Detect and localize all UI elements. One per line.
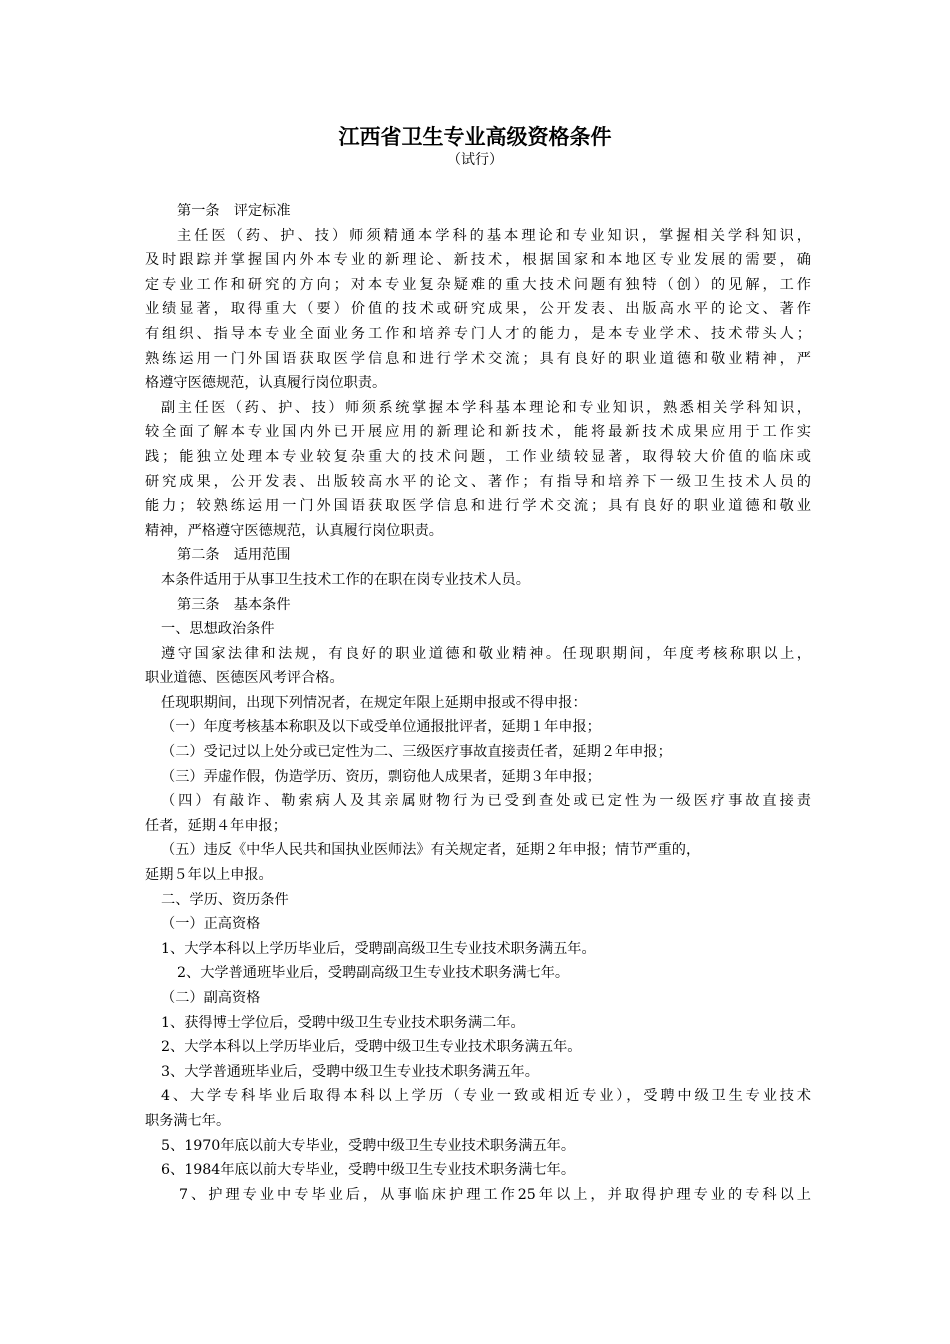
paragraph-line: 副主任医（药、护、技）师须系统掌握本学科基本理论和专业知识，熟悉相关学科知识， <box>161 399 811 416</box>
list-item: 4、大学专科毕业后取得本科以上学历（专业一致或相近专业），受聘中级卫生专业技术 <box>161 1088 811 1105</box>
list-item: 2、大学本科以上学历毕业后，受聘中级卫生专业技术职务满五年。 <box>161 1039 582 1056</box>
paragraph-line: 有组织、指导本专业全面业务工作和培养专门人才的能力，是本专业学术、技术带头人； <box>145 325 811 342</box>
paragraph-line: 及时跟踪并掌握国内外本专业的新理论、新技术，根据国家和本地区专业发展的需要，确 <box>145 252 811 269</box>
list-item-continuation: 职务满七年。 <box>145 1112 231 1129</box>
list-item: （一）年度考核基本称职及以下或受单位通报批评者，延期１年申报； <box>161 719 601 736</box>
list-item: 7、护理专业中专毕业后，从事临床护理工作25年以上，并取得护理专业的专科以上 <box>179 1186 811 1203</box>
paragraph-line: 较全面了解本专业国内外已开展应用的新理论和新技术，能将最新技术成果应用于工作实 <box>145 424 811 441</box>
paragraph-line: 任现职期间，出现下列情况者，在规定年限上延期申报或不得申报： <box>161 694 587 711</box>
document-title: 江西省卫生专业高级资格条件 <box>338 125 612 149</box>
paragraph-line: 践；能独立处理本专业较复杂重大的技术问题，工作业绩较显著，取得较大价值的临床或 <box>145 448 811 465</box>
article-heading: 第一条 评定标准 <box>177 203 291 219</box>
paragraph-line: 熟练运用一门外国语获取医学信息和进行学术交流；具有良好的职业道德和敬业精神，严 <box>145 350 811 367</box>
paragraph-line: 能力；较熟练运用一门外国语获取医学信息和进行学术交流；具有良好的职业道德和敬业 <box>145 498 811 515</box>
list-item-continuation: 任者，延期４年申报； <box>145 817 287 834</box>
paragraph-line: 本条件适用于从事卫生技术工作的在职在岗专业技术人员。 <box>161 571 530 588</box>
list-item: 6、1984年底以前大专毕业，受聘中级卫生专业技术职务满七年。 <box>161 1162 576 1179</box>
article-heading: 第三条 基本条件 <box>177 596 291 613</box>
list-item: 1、大学本科以上学历毕业后，受聘副高级卫生专业技术职务满五年。 <box>161 940 596 957</box>
list-item-continuation: 延期５年以上申报。 <box>145 867 273 884</box>
list-item: （二）受记过以上处分或已定性为二、三级医疗事故直接责任者，延期２年申报； <box>161 744 672 761</box>
paragraph-line: 主任医（药、护、技）师须精通本学科的基本理论和专业知识，掌握相关学科知识， <box>177 227 811 244</box>
list-item: 1、获得博士学位后，受聘中级卫生专业技术职务满二年。 <box>161 1014 525 1031</box>
list-item: 3、大学普通班毕业后，受聘中级卫生专业技术职务满五年。 <box>161 1063 539 1080</box>
paragraph-line: 职业道德、医德医风考评合格。 <box>145 670 344 687</box>
list-item: （三）弄虚作假，伪造学历、资历，剽窃他人成果者，延期３年申报； <box>161 768 601 785</box>
paragraph-line: 定专业工作和研究的方向；对本专业复杂疑难的重大技术问题有独特（创）的见解，工作 <box>145 276 811 293</box>
paragraph-line: 格遵守医德规范，认真履行岗位职责。 <box>145 375 387 392</box>
list-item: （四）有敲诈、勒索病人及其亲属财物行为已受到查处或已定性为一级医疗事故直接责 <box>161 793 811 810</box>
subsection-heading: （二）副高资格 <box>161 990 261 1006</box>
section-heading: 二、学历、资历条件 <box>161 891 289 908</box>
paragraph-line: 业绩显著，取得重大（要）价值的技术或研究成果，公开发表、出版高水平的论文、著作 <box>145 301 811 318</box>
paragraph-line: 研究成果，公开发表、出版较高水平的论文、著作；有指导和培养下一级卫生技术人员的 <box>145 473 811 490</box>
article-heading: 第二条 适用范围 <box>177 547 291 564</box>
list-item: 5、1970年底以前大专毕业，受聘中级卫生专业技术职务满五年。 <box>161 1137 576 1154</box>
subsection-heading: （一）正高资格 <box>161 916 261 933</box>
list-item: 2、大学普通班毕业后，受聘副高级卫生专业技术职务满七年。 <box>177 965 570 982</box>
paragraph-line: 精神，严格遵守医德规范，认真履行岗位职责。 <box>145 522 443 539</box>
document-body <box>145 199 811 1207</box>
section-heading: 一、思想政治条件 <box>161 621 275 638</box>
list-item: （五）违反《中华人民共和国执业医师法》有关规定者，延期２年申报；情节严重的， <box>161 842 701 859</box>
paragraph-line: 遵守国家法律和法规，有良好的职业道德和敬业精神。任现职期间，年度考核称职以上， <box>161 645 811 662</box>
document-subtitle: （试行） <box>447 152 503 168</box>
